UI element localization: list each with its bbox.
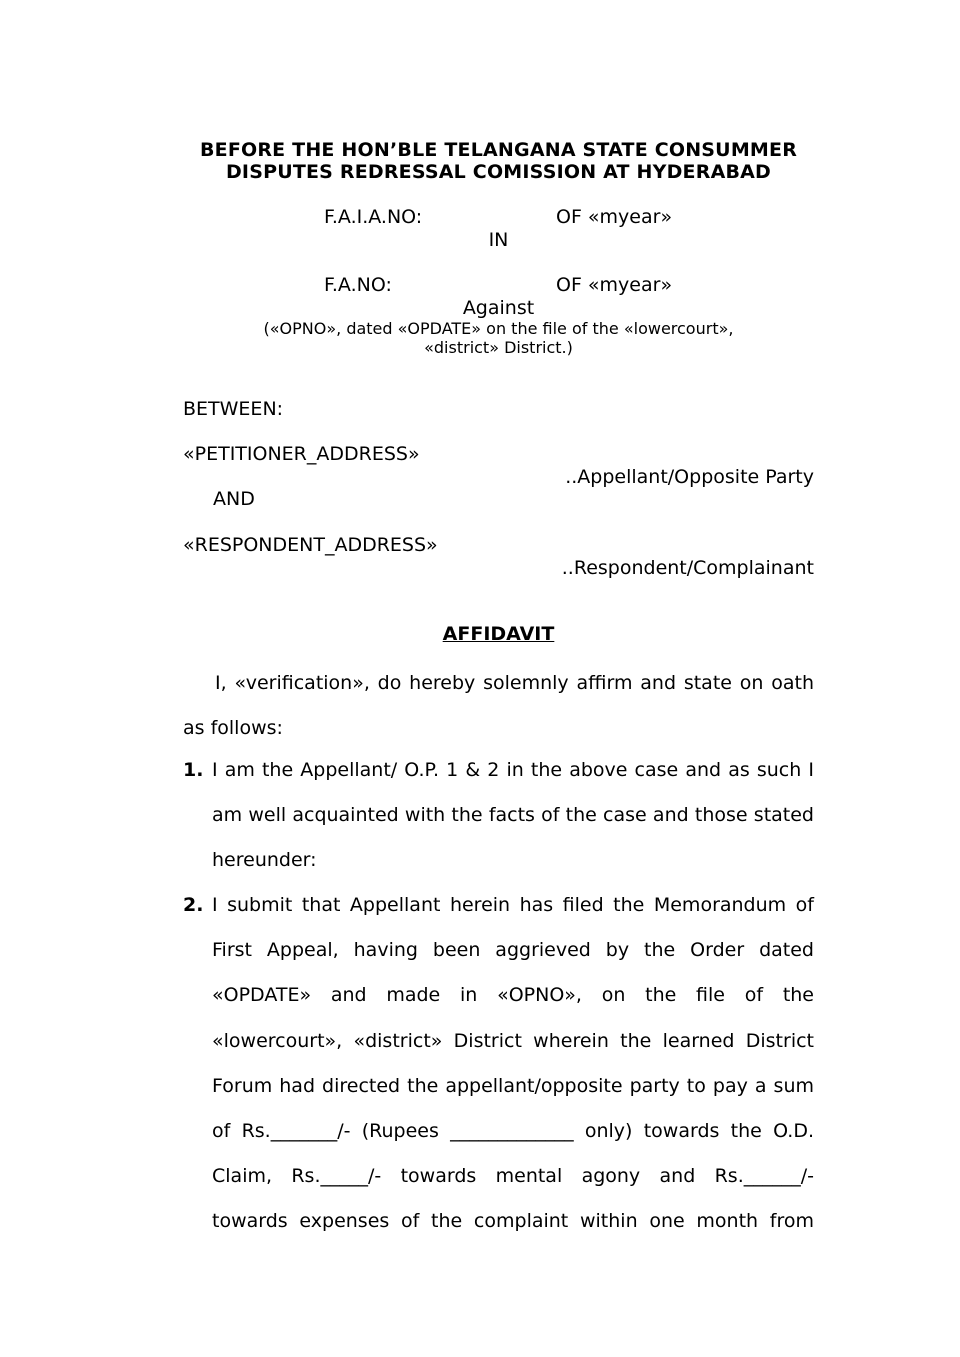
paragraph-1 [183, 748, 814, 884]
respondent-address: «RESPONDENT_ADDRESS» [183, 534, 438, 556]
paragraph-number: 2. [183, 894, 204, 916]
in-label: IN [488, 229, 509, 251]
document-title [183, 139, 814, 183]
between-label: BETWEEN: [183, 398, 284, 420]
lower-court-line-2: «district» District.) [424, 338, 573, 357]
against-label: Against [462, 297, 535, 319]
paragraph-2 [183, 883, 814, 1245]
paragraph-text: I submit that Appellant herein has filed the Memorandum of First Appeal, having been aggrieved by the Order dated «OPDATE» and made in «OPNO», on the file of the «lowercourt», «district» District wherein the learned District Forum had directed the appellant/opposite party to pay a sum of Rs._______/- (Rupees _____________ only) towards the O.D. Claim, Rs._____/- towards mental agony and Rs.______/- towards expenses of the complaint within one month from [212, 894, 814, 1233]
title-line-2: DISPUTES REDRESSAL COMISSION AT HYDERABAD [225, 161, 772, 183]
fa-year: OF «myear» [556, 274, 673, 296]
paragraph-number: 1. [183, 759, 204, 781]
faia-year: OF «myear» [556, 206, 673, 228]
and-label: AND [213, 488, 255, 510]
petitioner-address: «PETITIONER_ADDRESS» [183, 443, 420, 465]
affidavit-intro: I, «verification», do hereby solemnly affirm and state on oath as follows: [183, 672, 814, 740]
affidavit-heading: AFFIDAVIT [442, 623, 555, 645]
faia-number-label: F.A.I.A.NO: [324, 206, 423, 228]
petitioner-role: ..Appellant/Opposite Party [565, 466, 814, 488]
lower-court-line-1: («OPNO», dated «OPDATE» on the file of the «lowercourt», [263, 319, 734, 338]
fa-number-label: F.A.NO: [324, 274, 392, 296]
paragraph-text: I am the Appellant/ O.P. 1 & 2 in the above case and as such I am well acquainted with the facts of the case and those stated hereunder: [212, 759, 814, 872]
title-line-1: BEFORE THE HON’BLE TELANGANA STATE CONSUMMER [199, 139, 798, 161]
respondent-role: ..Respondent/Complainant [561, 557, 814, 579]
